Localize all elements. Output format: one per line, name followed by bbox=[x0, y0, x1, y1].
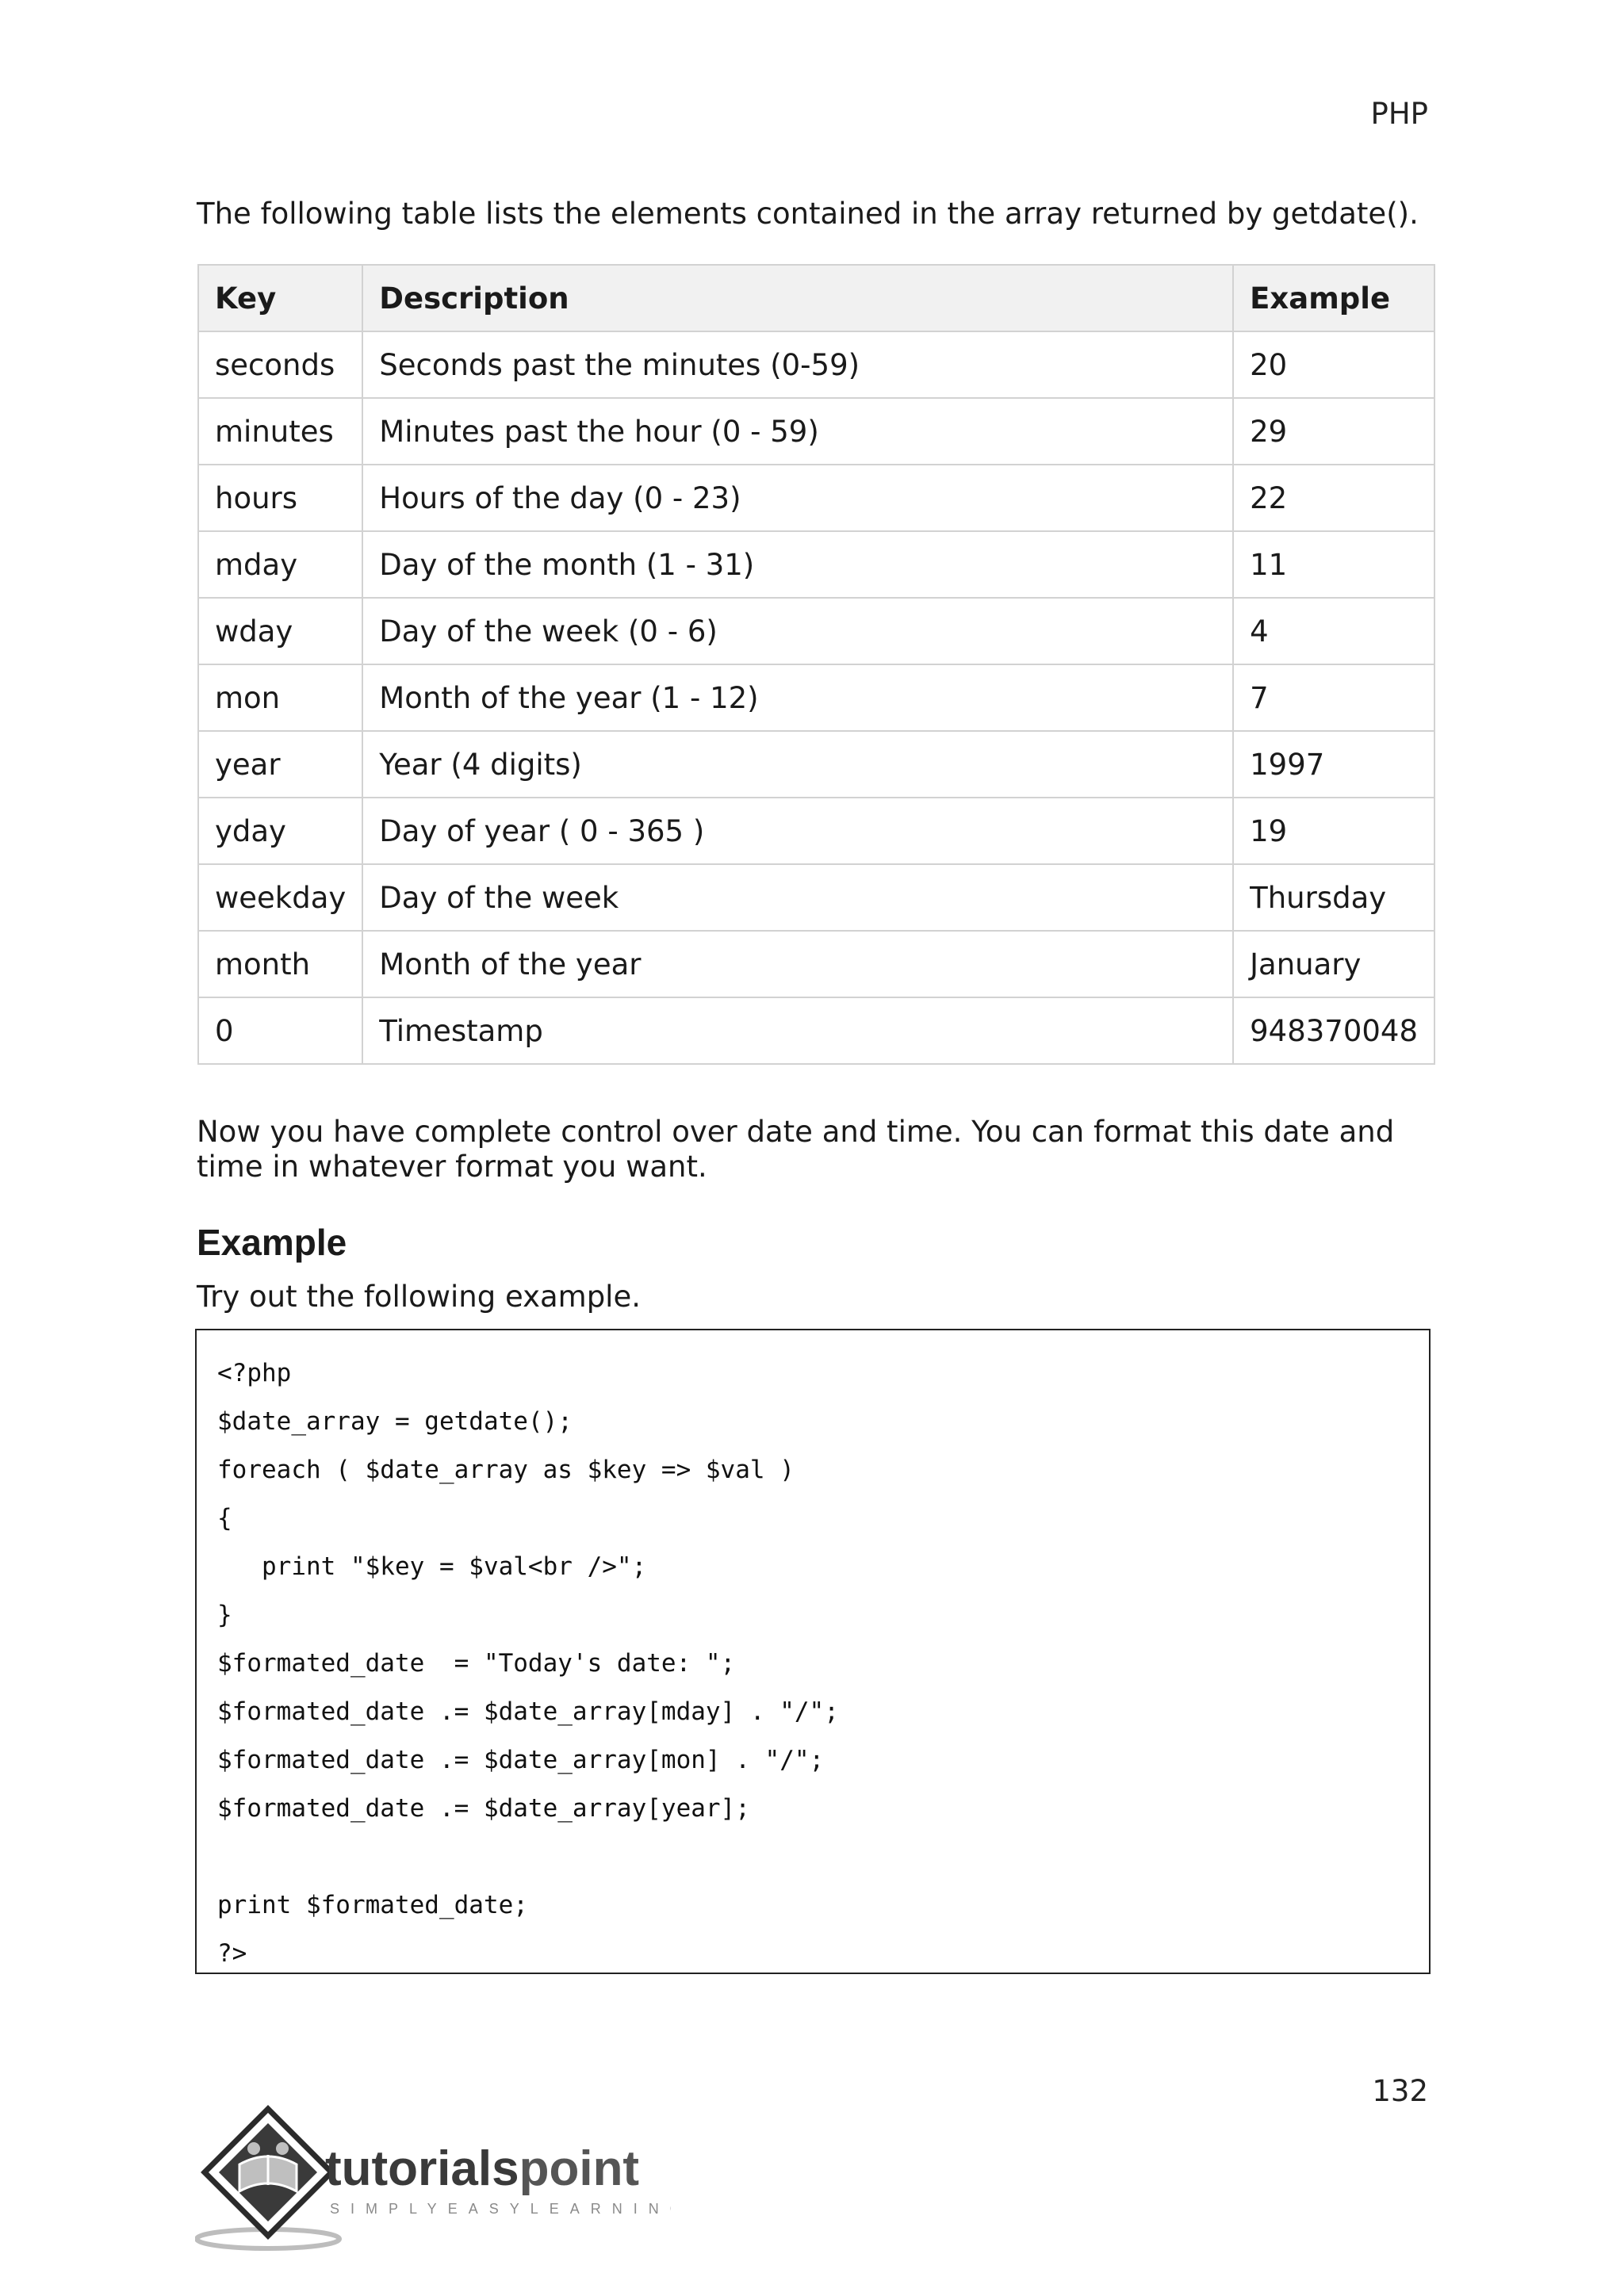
table-cell: mday bbox=[198, 531, 362, 598]
table-body bbox=[198, 331, 1434, 1064]
code-block bbox=[195, 1329, 1431, 1974]
table-cell: 948370048 bbox=[1233, 997, 1434, 1064]
getdate-elements-table bbox=[197, 264, 1435, 1065]
table-row bbox=[198, 997, 1434, 1064]
tutorialspoint-logo-icon bbox=[195, 2103, 671, 2253]
table-cell: Seconds past the minutes (0-59) bbox=[362, 331, 1233, 398]
table-cell: 11 bbox=[1233, 531, 1434, 598]
control-paragraph: Now you have complete control over date and time. You can format this date and time in whatever format you want. bbox=[197, 1115, 1395, 1184]
table-row bbox=[198, 465, 1434, 531]
table-cell: hours bbox=[198, 465, 362, 531]
table-cell: Day of the week bbox=[362, 864, 1233, 931]
table-cell: 29 bbox=[1233, 398, 1434, 465]
tryout-text: Try out the following example. bbox=[197, 1280, 641, 1314]
table-header-cell: Example bbox=[1233, 265, 1434, 331]
table-cell: January bbox=[1233, 931, 1434, 997]
table-row bbox=[198, 798, 1434, 864]
code-line: { bbox=[217, 1504, 232, 1533]
running-header: PHP bbox=[1370, 97, 1428, 131]
table-cell: Day of year ( 0 - 365 ) bbox=[362, 798, 1233, 864]
code-line: $formated_date .= $date_array[mday] . "/"; bbox=[217, 1697, 839, 1726]
logo-brand-part2: point bbox=[519, 2141, 640, 2196]
table-cell: Day of the week (0 - 6) bbox=[362, 598, 1233, 664]
table-row bbox=[198, 664, 1434, 731]
table-cell: Thursday bbox=[1233, 864, 1434, 931]
table-cell: 1997 bbox=[1233, 731, 1434, 798]
table-cell: weekday bbox=[198, 864, 362, 931]
logo-brand-part1: tutorials bbox=[325, 2141, 519, 2196]
table-header-cell: Description bbox=[362, 265, 1233, 331]
table-cell: 7 bbox=[1233, 664, 1434, 731]
logo-brand-text bbox=[325, 2141, 639, 2196]
code-line: print $formated_date; bbox=[217, 1891, 528, 1919]
table-row bbox=[198, 598, 1434, 664]
table-header-row bbox=[198, 265, 1434, 331]
page-number: 132 bbox=[1372, 2074, 1428, 2108]
table-header bbox=[198, 265, 1434, 331]
tutorialspoint-logo bbox=[195, 2103, 671, 2256]
table-cell: year bbox=[198, 731, 362, 798]
table-row bbox=[198, 731, 1434, 798]
table-row bbox=[198, 931, 1434, 997]
table-cell: 19 bbox=[1233, 798, 1434, 864]
table-row bbox=[198, 864, 1434, 931]
table-cell: yday bbox=[198, 798, 362, 864]
table-cell: Year (4 digits) bbox=[362, 731, 1233, 798]
logo-tagline: SIMPLYEASYLEARNING bbox=[330, 2201, 671, 2217]
table-row bbox=[198, 398, 1434, 465]
code-line: foreach ( $date_array as $key => $val ) bbox=[217, 1456, 795, 1484]
code-line: $formated_date = "Today's date: "; bbox=[217, 1649, 736, 1678]
table-cell: Month of the year bbox=[362, 931, 1233, 997]
table-cell: Month of the year (1 - 12) bbox=[362, 664, 1233, 731]
code-line: $date_array = getdate(); bbox=[217, 1407, 573, 1436]
table-cell: Hours of the day (0 - 23) bbox=[362, 465, 1233, 531]
table-cell: Day of the month (1 - 31) bbox=[362, 531, 1233, 598]
table-cell: Timestamp bbox=[362, 997, 1233, 1064]
code-line: $formated_date .= $date_array[mon] . "/"; bbox=[217, 1746, 825, 1774]
table-cell: 22 bbox=[1233, 465, 1434, 531]
table-cell: 0 bbox=[198, 997, 362, 1064]
table-header-cell: Key bbox=[198, 265, 362, 331]
code-line: <?php bbox=[217, 1359, 292, 1387]
example-heading: Example bbox=[197, 1222, 347, 1263]
code-line: print "$key = $val<br />"; bbox=[217, 1552, 647, 1581]
intro-text: The following table lists the elements contained in the array returned by getdate(). bbox=[197, 197, 1419, 231]
table-row bbox=[198, 531, 1434, 598]
table-cell: mon bbox=[198, 664, 362, 731]
table-cell: month bbox=[198, 931, 362, 997]
table-cell: 20 bbox=[1233, 331, 1434, 398]
code-content bbox=[197, 1330, 1429, 1978]
code-line: ?> bbox=[217, 1939, 247, 1968]
table-row bbox=[198, 331, 1434, 398]
table-cell: seconds bbox=[198, 331, 362, 398]
table-cell: Minutes past the hour (0 - 59) bbox=[362, 398, 1233, 465]
table-cell: wday bbox=[198, 598, 362, 664]
table-cell: minutes bbox=[198, 398, 362, 465]
table-cell: 4 bbox=[1233, 598, 1434, 664]
code-line: } bbox=[217, 1601, 232, 1629]
code-line: $formated_date .= $date_array[year]; bbox=[217, 1794, 750, 1823]
